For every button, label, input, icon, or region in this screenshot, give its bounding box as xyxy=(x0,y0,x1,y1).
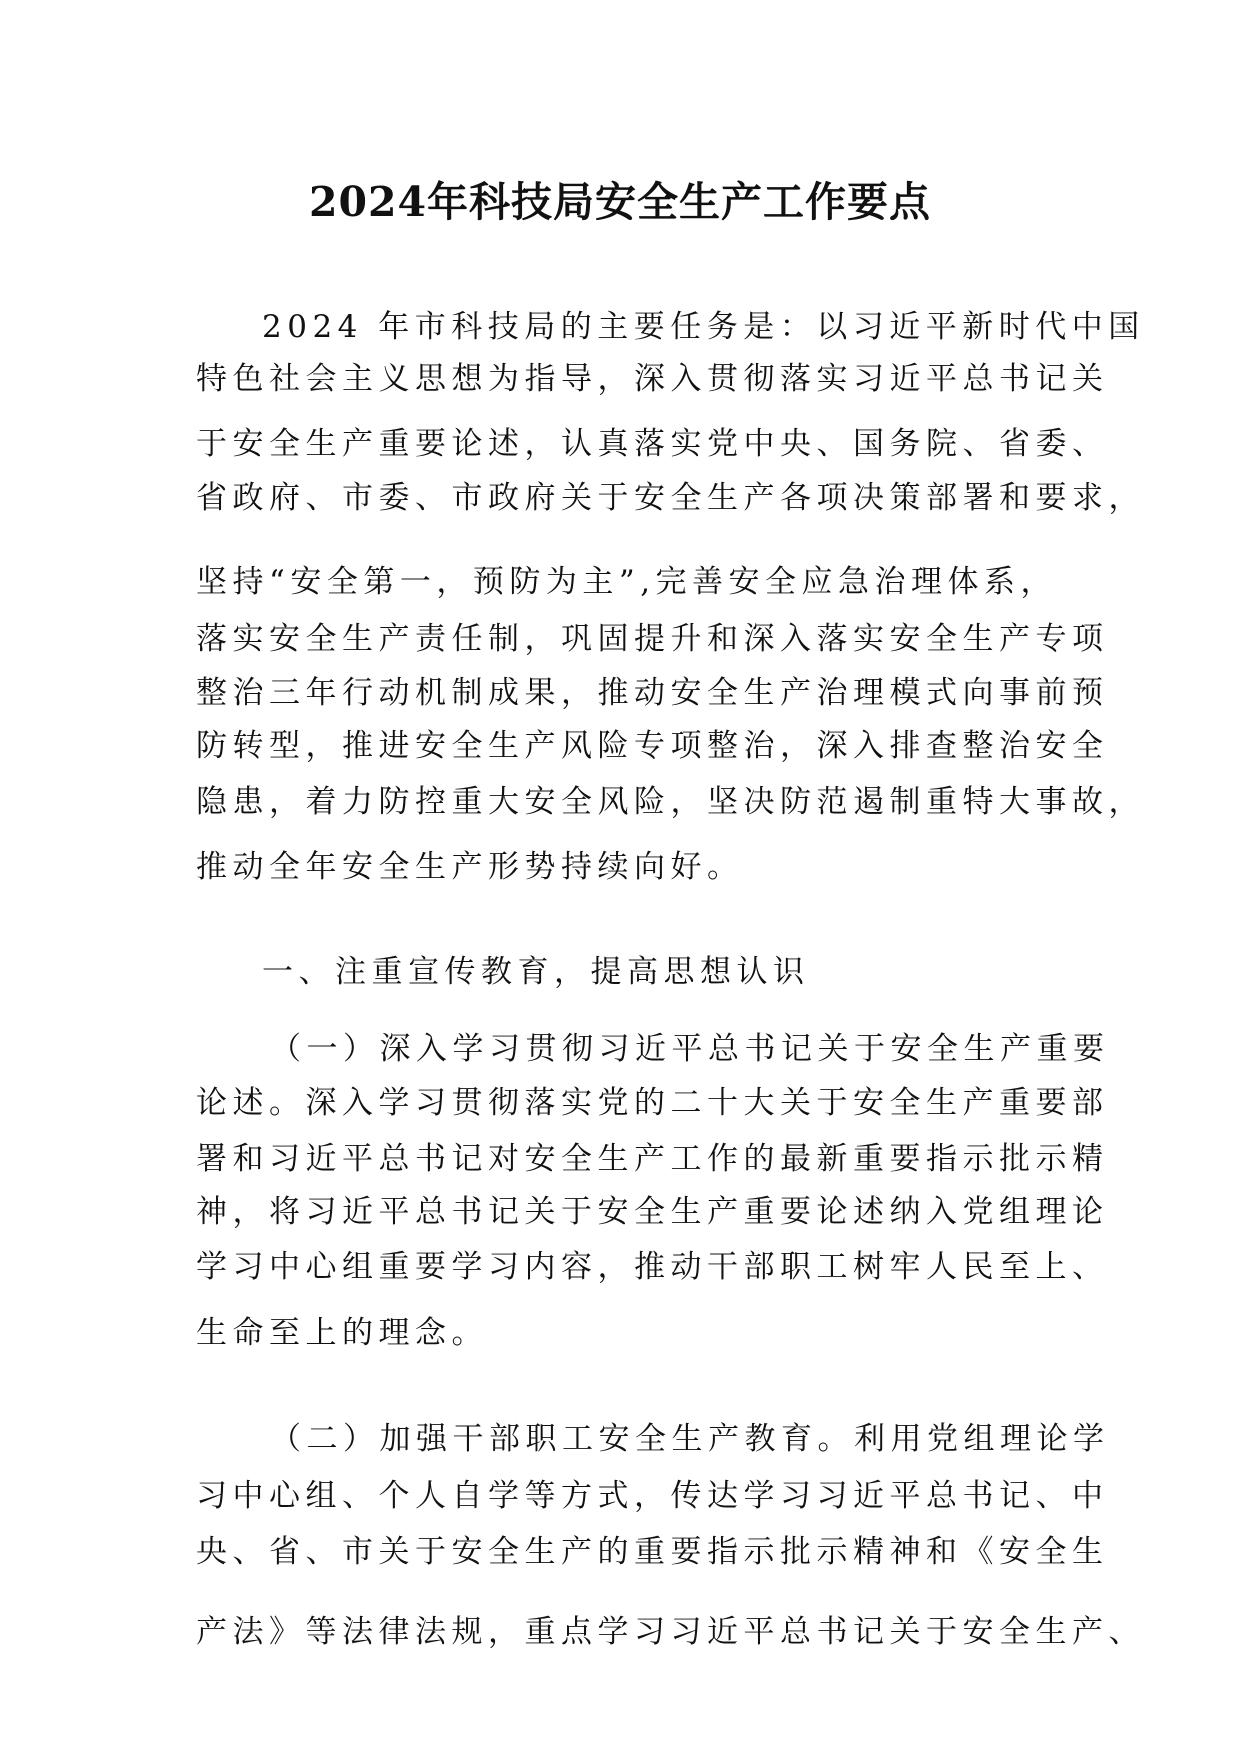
intro-line-5: 坚持“安全第一，预防为主”,完善安全应急治理体系， xyxy=(196,564,1058,600)
intro-line-2: 特色社会主义思想为指导，深入贯彻落实习近平总书记关 xyxy=(196,361,1109,397)
item1-line-4: 神，将习近平总书记关于安全生产重要论述纳入党组理论 xyxy=(196,1194,1109,1230)
item2-line-3: 央、省、市关于安全生产的重要指示批示精神和《安全生 xyxy=(196,1534,1109,1570)
section-heading-1: 一、注重宣传教育，提高思想认识 xyxy=(262,954,810,990)
intro-line-1: 2024 年市科技局的主要任务是：以习近平新时代中国 xyxy=(262,309,1145,345)
item1-line-1: （一）深入学习贯彻习近平总书记关于安全生产重要 xyxy=(270,1031,1110,1067)
document-title: 2024年科技局安全生产工作要点 xyxy=(308,178,932,226)
intro-line-9: 隐患，着力防控重大安全风险，坚决防范遏制重特大事故， xyxy=(196,784,1145,820)
item1-line-2: 论述。深入学习贯彻落实党的二十大关于安全生产重要部 xyxy=(196,1085,1109,1121)
intro-line-6: 落实安全生产责任制，巩固提升和深入落实安全生产专项 xyxy=(196,621,1109,657)
intro-line-10: 推动全年安全生产形势持续向好。 xyxy=(196,849,744,885)
item2-line-1: （二）加强干部职工安全生产教育。利用党组理论学 xyxy=(270,1421,1110,1457)
intro-line-3: 于安全生产重要论述，认真落实党中央、国务院、省委、 xyxy=(196,426,1109,462)
intro-line-8: 防转型，推进安全生产风险专项整治，深入排查整治安全 xyxy=(196,728,1109,764)
item2-line-2: 习中心组、个人自学等方式，传达学习习近平总书记、中 xyxy=(196,1478,1109,1514)
item1-line-5: 学习中心组重要学习内容，推动干部职工树牢人民至上、 xyxy=(196,1249,1109,1285)
item1-line-3: 署和习近平总书记对安全生产工作的最新重要指示批示精 xyxy=(196,1141,1109,1177)
intro-line-7: 整治三年行动机制成果，推动安全生产治理模式向事前预 xyxy=(196,675,1109,711)
intro-line-4: 省政府、市委、市政府关于安全生产各项决策部署和要求， xyxy=(196,480,1145,516)
item2-line-4: 产法》等法律法规，重点学习习近平总书记关于安全生产、 xyxy=(196,1614,1145,1650)
item1-line-6: 生命至上的理念。 xyxy=(196,1315,488,1351)
